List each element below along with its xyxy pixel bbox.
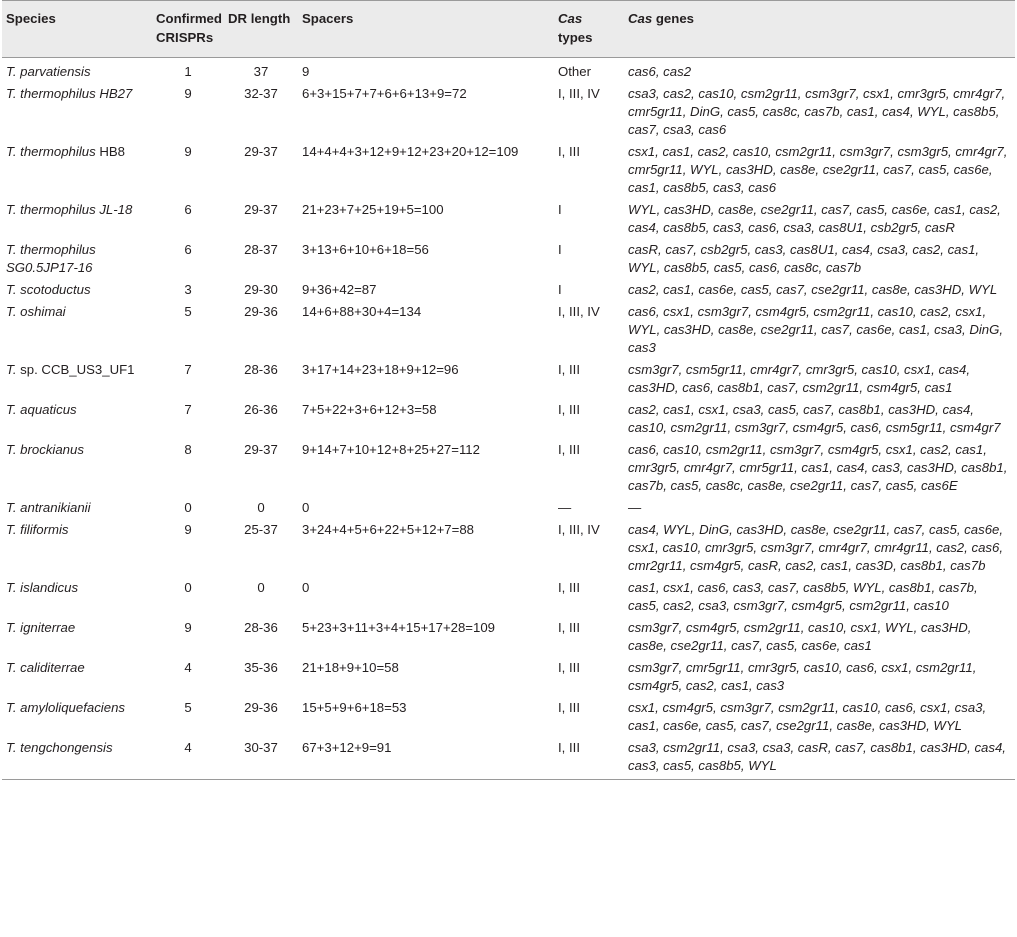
confirmed-crisprs-cell: 9 xyxy=(184,620,192,635)
table-row xyxy=(2,237,1015,277)
confirmed-crisprs-cell: 5 xyxy=(184,700,192,715)
cas-genes-cell: csx1, csm4gr5, csm3gr7, csm2gr11, cas10, cas6, csx1, csa3, cas1, cas6e, cas5, cas7, cse2gr11, cas8e, cas3HD, WYL xyxy=(628,700,987,733)
confirmed-crisprs-cell: 0 xyxy=(184,580,192,595)
cas-genes-cell: csm3gr7, csm5gr11, cmr4gr7, cmr3gr5, cas10, csx1, cas4, cas3HD, cas6, cas8b1, cas7, csm2gr11, csm4gr5, cas1 xyxy=(628,362,971,395)
dr-length-cell: 28-36 xyxy=(244,362,278,377)
species-name: T. antranikianii xyxy=(6,500,91,515)
confirmed-crisprs-cell: 4 xyxy=(184,660,192,675)
table-row xyxy=(2,58,1015,82)
species-cell xyxy=(2,58,152,82)
spacers-cell: 3+13+6+10+6+18=56 xyxy=(302,242,429,257)
dr-length-cell: 29-37 xyxy=(244,144,278,159)
header-row xyxy=(2,1,1015,58)
confirmed-crisprs-cell: 7 xyxy=(184,402,192,417)
cas-types-cell: I, III xyxy=(558,620,580,635)
species-cell xyxy=(2,139,152,197)
cas-types-cell: I, III, IV xyxy=(558,86,600,101)
cas-types-cell: I, III, IV xyxy=(558,522,600,537)
cas-types-cell: — xyxy=(558,500,572,515)
table-body xyxy=(2,58,1015,780)
header-species: Species xyxy=(2,1,152,58)
spacers-cell: 15+5+9+6+18=53 xyxy=(302,700,407,715)
species-cell xyxy=(2,277,152,299)
spacers-cell: 9+14+7+10+12+8+25+27=112 xyxy=(302,442,480,457)
table-row xyxy=(2,397,1015,437)
species-name: T. thermophilus xyxy=(6,144,96,159)
species-name: T. thermophilus JL-18 xyxy=(6,202,133,217)
cas-genes-cell: — xyxy=(628,500,642,515)
table-row xyxy=(2,655,1015,695)
cas-genes-cell: csa3, csm2gr11, csa3, csa3, casR, cas7, cas8b1, cas3HD, cas4, cas3, cas5, cas8b5, WYL xyxy=(624,735,1015,780)
table-row xyxy=(2,357,1015,397)
cas-types-cell: I, III, IV xyxy=(558,304,600,319)
header-cas-genes-italic: Cas xyxy=(628,11,653,26)
spacers-cell: 0 xyxy=(302,500,310,515)
cas-types-cell: I, III xyxy=(558,402,580,417)
species-name: T. tengchongensis xyxy=(6,740,113,755)
cas-genes-cell: WYL, cas3HD, cas8e, cse2gr11, cas7, cas5, cas6e, cas1, cas2, cas4, cas8b5, cas3, cas6, csa3, cas8U1, csb2gr5, casR xyxy=(628,202,1001,235)
species-cell xyxy=(2,197,152,237)
cas-types-cell: I xyxy=(558,242,562,257)
table-row xyxy=(2,615,1015,655)
header-dr-length: DR length xyxy=(224,1,298,58)
dr-length-cell: 25-37 xyxy=(244,522,278,537)
confirmed-crisprs-cell: 8 xyxy=(184,442,192,457)
spacers-cell: 67+3+12+9=91 xyxy=(298,735,554,780)
confirmed-crisprs-cell: 0 xyxy=(184,500,192,515)
confirmed-crisprs-cell: 7 xyxy=(184,362,192,377)
confirmed-crisprs-cell: 4 xyxy=(152,735,224,780)
cas-genes-cell: cas6, cas10, csm2gr11, csm3gr7, csm4gr5, csx1, cas2, cas1, cmr3gr5, cmr4gr7, cmr5gr11, cas1, cas4, cas3, cas3HD, cas8b1, cas7b, cas5, cas8c, cas8e, cse2gr11, cas7, cas5, cas6E xyxy=(628,442,1008,493)
confirmed-crisprs-cell: 9 xyxy=(184,144,192,159)
cas-genes-cell: csx1, cas1, cas2, cas10, csm2gr11, csm3gr7, csm3gr5, cmr4gr7, cmr5gr11, WYL, cas3HD, cas8e, cse2gr11, cas7, cas5, cas6e, cas1, cas8b5, cas3, cas6 xyxy=(628,144,1008,195)
table-row xyxy=(2,575,1015,615)
spacers-cell: 9 xyxy=(302,64,310,79)
header-cas-types-rest: types xyxy=(558,30,593,45)
spacers-cell: 0 xyxy=(302,580,310,595)
table-row xyxy=(2,735,1015,780)
confirmed-crisprs-cell: 9 xyxy=(184,522,192,537)
table-row xyxy=(2,299,1015,357)
dr-length-cell: 28-37 xyxy=(244,242,278,257)
spacers-cell: 14+6+88+30+4=134 xyxy=(302,304,422,319)
cas-types-cell: I, III xyxy=(558,580,580,595)
species-strain: HB8 xyxy=(95,144,125,159)
species-cell xyxy=(2,575,152,615)
cas-types-cell: I, III xyxy=(558,700,580,715)
cas-types-cell: I xyxy=(558,202,562,217)
species-name: T. thermophilus SG0.5JP17-16 xyxy=(6,242,96,275)
confirmed-crisprs-cell: 5 xyxy=(184,304,192,319)
cas-types-cell: I, III xyxy=(558,442,580,457)
species-cell xyxy=(2,517,152,575)
table-row xyxy=(2,495,1015,517)
species-cell xyxy=(2,357,152,397)
crispr-cas-table xyxy=(2,0,1015,780)
species-name: T. amyloliquefaciens xyxy=(6,700,125,715)
spacers-cell: 21+23+7+25+19+5=100 xyxy=(302,202,444,217)
dr-length-cell: 0 xyxy=(257,580,265,595)
confirmed-crisprs-cell: 3 xyxy=(184,282,192,297)
dr-length-cell: 29-36 xyxy=(244,700,278,715)
cas-genes-cell: cas4, WYL, DinG, cas3HD, cas8e, cse2gr11, cas7, cas5, cas6e, csx1, cas10, cmr3gr5, csm3gr7, cmr4gr7, cmr4gr11, cas2, cas6, cmr2gr11, csm4gr5, casR, cas2, cas1, cas3D, cas8b1, cas7b xyxy=(628,522,1004,573)
dr-length-cell: 35-36 xyxy=(244,660,278,675)
species-strain: sp. CCB_US3_UF1 xyxy=(16,362,135,377)
cas-genes-cell: casR, cas7, csb2gr5, cas3, cas8U1, cas4, csa3, cas2, cas1, WYL, cas8b5, cas5, cas6, cas8c, cas7b xyxy=(628,242,980,275)
species-cell xyxy=(2,735,152,780)
confirmed-crisprs-cell: 6 xyxy=(184,242,192,257)
cas-types-cell: I xyxy=(558,282,562,297)
dr-length-cell: 30-37 xyxy=(224,735,298,780)
table-row xyxy=(2,277,1015,299)
spacers-cell: 6+3+15+7+7+6+6+13+9=72 xyxy=(302,86,467,101)
species-name: T. brockianus xyxy=(6,442,84,457)
header-cas-genes xyxy=(624,1,1015,58)
spacers-cell: 7+5+22+3+6+12+3=58 xyxy=(302,402,437,417)
species-name: T. filiformis xyxy=(6,522,69,537)
species-name: T. igniterrae xyxy=(6,620,76,635)
species-name: T. islandicus xyxy=(6,580,79,595)
table-row xyxy=(2,81,1015,139)
cas-types-cell: I, III xyxy=(558,660,580,675)
header-confirmed-crisprs: Confirmed CRISPRs xyxy=(152,1,224,58)
dr-length-cell: 29-37 xyxy=(244,442,278,457)
species-cell xyxy=(2,81,152,139)
species-cell xyxy=(2,695,152,735)
cas-types-cell: I, III xyxy=(558,144,580,159)
species-cell xyxy=(2,495,152,517)
header-cas-genes-rest: genes xyxy=(655,11,694,26)
dr-length-cell: 37 xyxy=(253,64,269,79)
confirmed-crisprs-cell: 9 xyxy=(184,86,192,101)
header-cas-types-italic: Cas xyxy=(558,11,583,26)
confirmed-crisprs-cell: 6 xyxy=(184,202,192,217)
species-cell xyxy=(2,655,152,695)
spacers-cell: 3+17+14+23+18+9+12=96 xyxy=(302,362,459,377)
species-cell xyxy=(2,237,152,277)
cas-genes-cell: csm3gr7, cmr5gr11, cmr3gr5, cas10, cas6, csx1, csm2gr11, csm4gr5, cas2, cas1, cas3 xyxy=(628,660,977,693)
cas-types-cell: Other xyxy=(558,64,591,79)
dr-length-cell: 29-36 xyxy=(244,304,278,319)
species-name: T. parvatiensis xyxy=(6,64,91,79)
species-cell xyxy=(2,397,152,437)
table-row xyxy=(2,139,1015,197)
dr-length-cell: 0 xyxy=(257,500,265,515)
dr-length-cell: 29-30 xyxy=(244,282,278,297)
species-cell xyxy=(2,615,152,655)
cas-genes-cell: cas2, cas1, cas6e, cas5, cas7, cse2gr11, cas8e, cas3HD, WYL xyxy=(628,282,998,297)
dr-length-cell: 26-36 xyxy=(244,402,278,417)
cas-genes-cell: cas6, cas2 xyxy=(628,64,692,79)
spacers-cell: 9+36+42=87 xyxy=(302,282,377,297)
cas-genes-cell: csa3, cas2, cas10, csm2gr11, csm3gr7, csx1, cmr3gr5, cmr4gr7, cmr5gr11, DinG, cas5, cas8c, cas7b, cas1, cas4, WYL, cas8b5, cas7, csa3, cas6 xyxy=(628,86,1006,137)
dr-length-cell: 29-37 xyxy=(244,202,278,217)
cas-genes-cell: csm3gr7, csm4gr5, csm2gr11, cas10, csx1, WYL, cas3HD, cas8e, cse2gr11, cas7, cas5, cas6e, cas1 xyxy=(628,620,972,653)
cas-genes-cell: cas2, cas1, csx1, csa3, cas5, cas7, cas8b1, cas3HD, cas4, cas10, csm2gr11, csm3gr7, csm4gr5, cas6, csm5gr11, csm4gr7 xyxy=(628,402,1001,435)
dr-length-cell: 28-36 xyxy=(244,620,278,635)
species-name: T. oshimai xyxy=(6,304,66,319)
header-cas-types xyxy=(554,1,624,58)
spacers-cell: 21+18+9+10=58 xyxy=(302,660,399,675)
species-name: T. thermophilus HB27 xyxy=(6,86,133,101)
table-row xyxy=(2,437,1015,495)
confirmed-crisprs-cell: 1 xyxy=(184,64,192,79)
species-cell xyxy=(2,299,152,357)
spacers-cell: 3+24+4+5+6+22+5+12+7=88 xyxy=(302,522,474,537)
spacers-cell: 5+23+3+11+3+4+15+17+28=109 xyxy=(302,620,496,635)
species-name: T. scotoductus xyxy=(6,282,91,297)
table-row xyxy=(2,197,1015,237)
dr-length-cell: 32-37 xyxy=(244,86,278,101)
table-row xyxy=(2,695,1015,735)
cas-genes-cell: cas1, csx1, cas6, cas3, cas7, cas8b5, WYL, cas8b1, cas7b, cas5, cas2, csa3, csm3gr7, csm4gr5, csm2gr11, cas10 xyxy=(628,580,978,613)
spacers-cell: 14+4+4+3+12+9+12+23+20+12=109 xyxy=(302,144,519,159)
species-name: T. aquaticus xyxy=(6,402,77,417)
table-row xyxy=(2,517,1015,575)
species-name: T. caliditerrae xyxy=(6,660,85,675)
header-spacers: Spacers xyxy=(298,1,554,58)
cas-types-cell: I, III xyxy=(558,362,580,377)
species-name: T. xyxy=(6,362,17,377)
species-cell xyxy=(2,437,152,495)
cas-genes-cell: cas6, csx1, csm3gr7, csm4gr5, csm2gr11, cas10, cas2, csx1, WYL, cas3HD, cas8e, cse2gr11, cas7, cas6e, cas1, csa3, DinG, cas3 xyxy=(628,304,1004,355)
cas-types-cell: I, III xyxy=(554,735,624,780)
